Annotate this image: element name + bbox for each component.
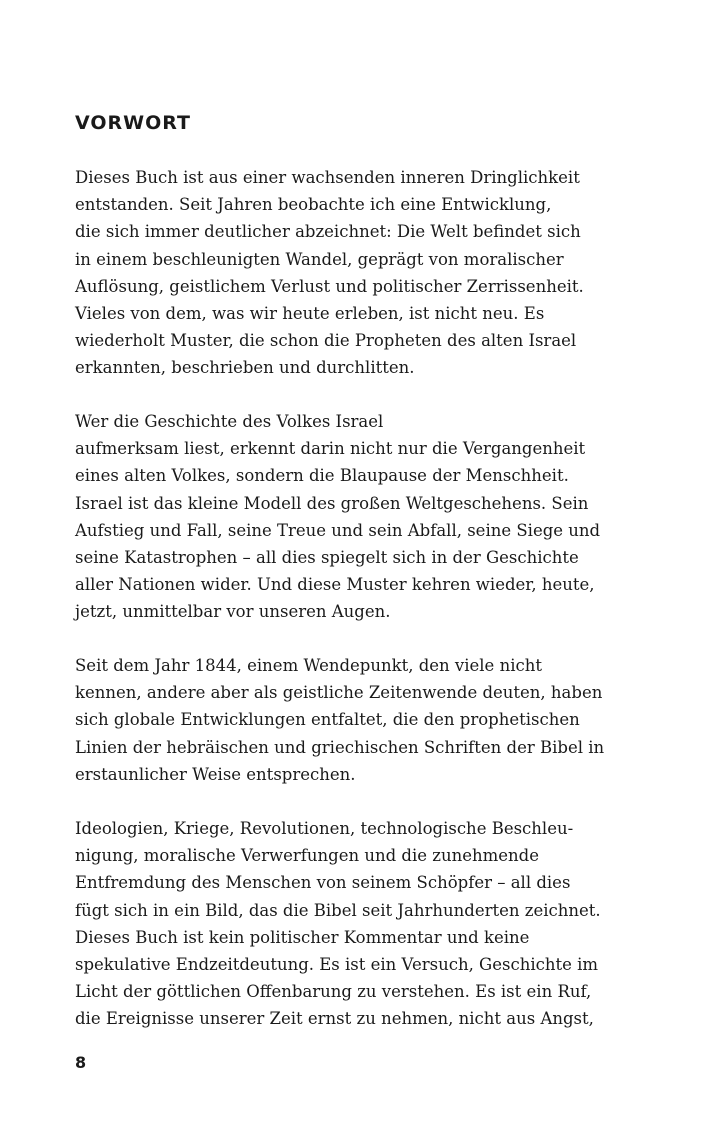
text-line: spekulative Endzeitdeutung. Es ist ein Versuch, Geschichte im [75, 954, 599, 974]
text-line: Entfremdung des Menschen von seinem Schöpfer – all dies [75, 873, 571, 893]
text-line: die Ereignisse unserer Zeit ernst zu nehmen, nicht aus Angst, [75, 1009, 594, 1029]
text-line: fügt sich in ein Bild, das die Bibel seit Jahrhunderten zeichnet. [75, 900, 601, 920]
paragraph-1 [75, 164, 635, 382]
text-line: Vieles von dem, was wir heute erleben, ist nicht neu. Es [75, 303, 545, 323]
paragraph-4 [75, 815, 635, 1033]
text-line: jetzt, unmittelbar vor unseren Augen. [75, 602, 391, 622]
text-line: erkannten, beschrieben und durchlitten. [75, 358, 415, 378]
text-line: seine Katastrophen – all dies spiegelt sich in der Geschichte [75, 547, 579, 567]
chapter-heading: VORWORT [75, 112, 191, 134]
text-line: aufmerksam liest, erkennt darin nicht nur die Vergangenheit [75, 439, 586, 459]
text-line: erstaunlicher Weise entsprechen. [75, 764, 356, 784]
text-line: entstanden. Seit Jahren beobachte ich eine Entwicklung, [75, 195, 552, 215]
text-line: Israel ist das kleine Modell des großen Weltgeschehens. Sein [75, 493, 589, 513]
text-line: sich globale Entwicklungen entfaltet, die den prophetischen [75, 710, 580, 730]
text-line: Dieses Buch ist kein politischer Kommentar und keine [75, 927, 530, 947]
text-line: eines alten Volkes, sondern die Blaupause der Menschheit. [75, 466, 569, 486]
text-line: in einem beschleunigten Wandel, geprägt von moralischer [75, 249, 564, 269]
text-line: Seit dem Jahr 1844, einem Wendepunkt, den viele nicht [75, 656, 542, 675]
text-line: kennen, andere aber als geistliche Zeitenwende deuten, haben [75, 683, 603, 703]
text-line: die sich immer deutlicher abzeichnet: Die Welt befindet sich [75, 222, 581, 242]
text-line: Dieses Buch ist aus einer wachsenden inneren Dringlichkeit [75, 168, 580, 187]
text-line: nigung, moralische Verwerfungen und die zunehmende [75, 846, 539, 866]
text-line: Wer die Geschichte des Volkes Israel [75, 412, 384, 431]
text-line: wiederholt Muster, die schon die Propheten des alten Israel [75, 331, 577, 351]
text-line: Licht der göttlichen Offenbarung zu verstehen. Es ist ein Ruf, [75, 982, 592, 1002]
text-line: Aufstieg und Fall, seine Treue und sein Abfall, seine Siege und [75, 520, 601, 540]
text-line: aller Nationen wider. Und diese Muster kehren wieder, heute, [75, 575, 595, 595]
text-line: Ideologien, Kriege, Revolutionen, technologische Beschleu- [75, 819, 574, 838]
paragraph-3 [75, 652, 635, 788]
text-line: Linien der hebräischen und griechischen Schriften der Bibel in [75, 737, 605, 757]
paragraph-2 [75, 408, 635, 626]
page-number: 8 [75, 1053, 87, 1072]
text-line: Auflösung, geistlichem Verlust und politischer Zerrissenheit. [75, 276, 584, 296]
